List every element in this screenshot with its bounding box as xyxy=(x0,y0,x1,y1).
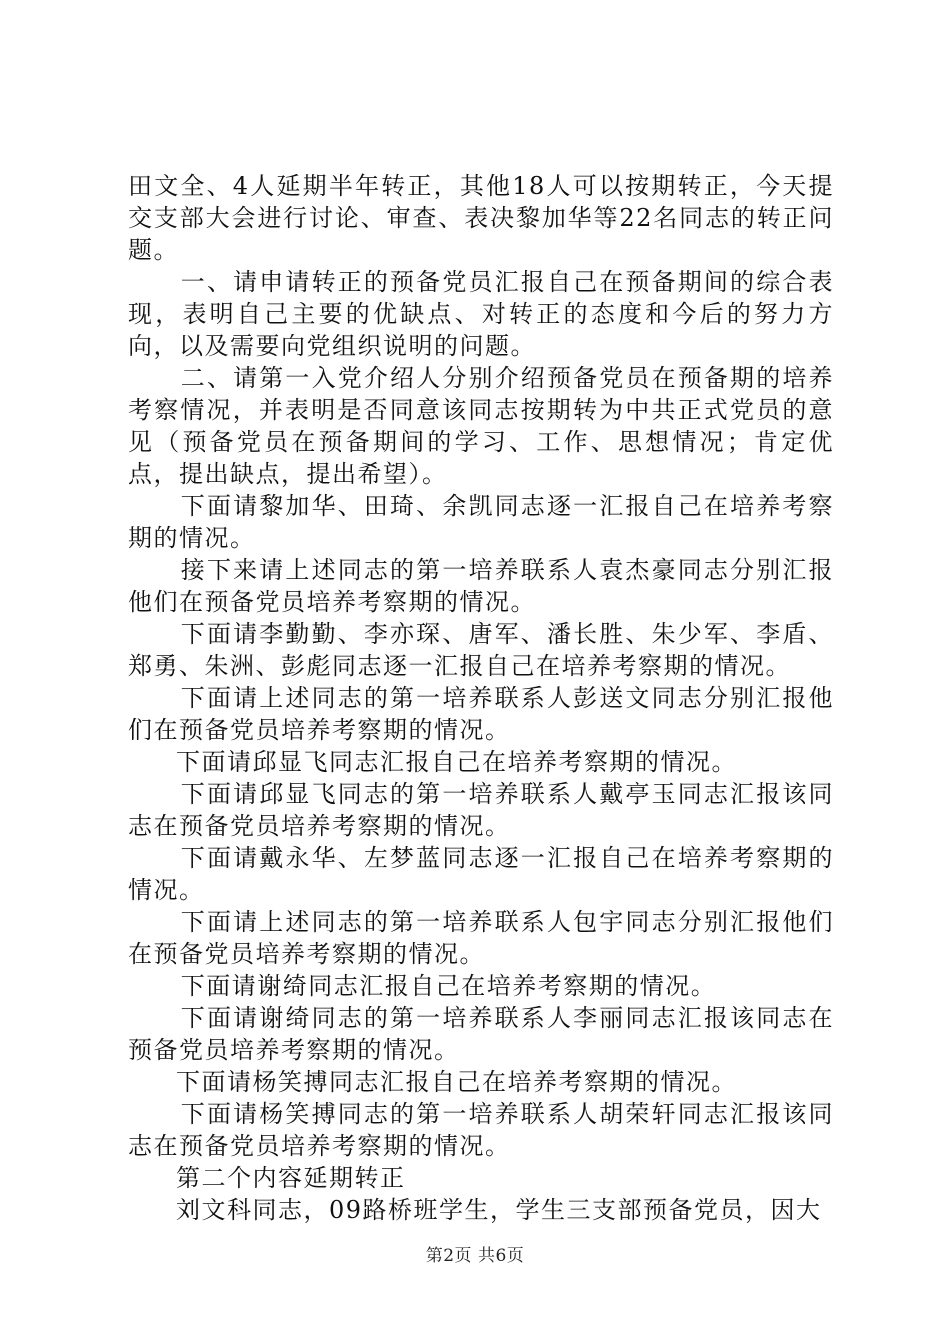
paragraph: 下面请杨笑搏同志汇报自己在培养考察期的情况。 xyxy=(176,1068,737,1096)
page-footer xyxy=(0,1244,950,1268)
paragraph-item-two: 二、请第一入党介绍人分别介绍预备党员在预备期的培养考察情况，并表明是否同意该同志按期转为中共正式党员的意见（预备党员在预备期间的学习、工作、思想情况；肯定优点，提出缺点，提出希望）。 xyxy=(128,364,834,488)
paragraph: 刘文科同志，09路桥班学生，学生三支部预备党员，因大 xyxy=(176,1196,822,1224)
paragraph: 下面请谢绮同志汇报自己在培养考察期的情况。 xyxy=(180,972,717,1000)
paragraph: 接下来请上述同志的第一培养联系人袁杰豪同志分别汇报他们在预备党员培养考察期的情况。 xyxy=(128,556,834,616)
paragraph: 下面请杨笑搏同志的第一培养联系人胡荣轩同志汇报该同志在预备党员培养考察期的情况。 xyxy=(128,1100,834,1160)
paragraph: 下面请李勤勤、李亦琛、唐军、潘长胜、朱少军、李盾、郑勇、朱洲、彭彪同志逐一汇报自己在培养考察期的情况。 xyxy=(128,620,834,680)
paragraph: 下面请上述同志的第一培养联系人包宇同志分别汇报他们在预备党员培养考察期的情况。 xyxy=(128,908,834,968)
paragraph: 下面请邱显飞同志汇报自己在培养考察期的情况。 xyxy=(176,748,737,776)
document-body xyxy=(128,170,834,1226)
section-heading: 第二个内容延期转正 xyxy=(176,1164,406,1192)
paragraph: 下面请上述同志的第一培养联系人彭送文同志分别汇报他们在预备党员培养考察期的情况。 xyxy=(128,684,834,744)
paragraph-continuation: 田文全、4人延期半年转正，其他18人可以按期转正，今天提交支部大会进行讨论、审查、表决黎加华等22名同志的转正问题。 xyxy=(128,172,834,264)
paragraph: 下面请黎加华、田琦、余凯同志逐一汇报自己在培养考察期的情况。 xyxy=(128,492,834,552)
page-number-label: 第2页 共6页 xyxy=(425,1246,525,1266)
paragraph-item-one: 一、请申请转正的预备党员汇报自己在预备期间的综合表现，表明自己主要的优缺点、对转正的态度和今后的努力方向，以及需要向党组织说明的问题。 xyxy=(128,268,834,360)
paragraph: 下面请邱显飞同志的第一培养联系人戴亭玉同志汇报该同志在预备党员培养考察期的情况。 xyxy=(128,780,834,840)
paragraph: 下面请戴永华、左梦蓝同志逐一汇报自己在培养考察期的情况。 xyxy=(128,844,834,904)
paragraph: 下面请谢绮同志的第一培养联系人李丽同志汇报该同志在预备党员培养考察期的情况。 xyxy=(128,1004,834,1064)
